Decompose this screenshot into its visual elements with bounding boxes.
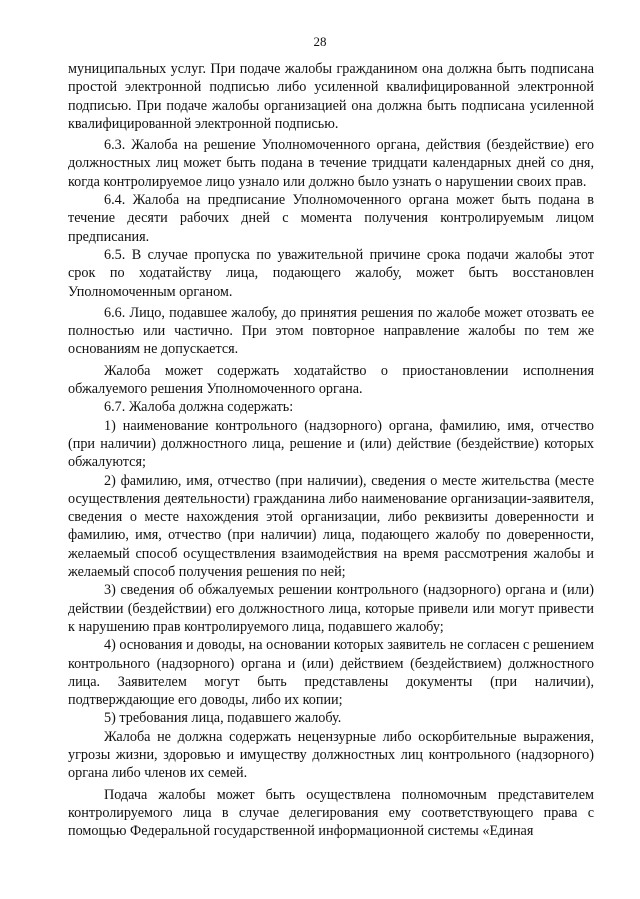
paragraph-6-5: 6.5. В случае пропуска по уважительной причине срока подачи жалобы этот срок по ходатайству лица, подающего жалобу, может быть восстановлен Уполномоченным органом. (68, 246, 594, 300)
list-item-5: 5) требования лица, подавшего жалобу. (104, 710, 342, 727)
paragraph-6-3: 6.3. Жалоба на решение Уполномоченного органа, действия (бездействие) его должностных лиц может быть подана в течение тридцати календарных дней со дня, когда контролируемое лицо узнало или должно было узнать о нарушении своих прав. (68, 137, 594, 190)
page-number: 28 (313, 34, 327, 49)
paragraph-continuation: муниципальных услуг. При подаче жалобы гражданином она должна быть подписана простой электронной подписью либо усиленной квалифицированной электронной подписью. При подаче жалобы организацией она должна быть подписана усиленной квалифицированной электронной подписью. (68, 61, 594, 132)
paragraph-suspension-request: Жалоба может содержать ходатайство о приостановлении исполнения обжалуемого решения Уполномоченного органа. (68, 362, 594, 398)
paragraph-6-6: 6.6. Лицо, подавшее жалобу, до принятия решения по жалобе может отозвать ее полностью или частично. При этом повторное направление жалобы по тем же основаниям не допускается. (68, 304, 594, 358)
list-item-3: 3) сведения об обжалуемых решении контрольного (надзорного) органа и (или) действии (бездействии) его должностного лица, которые привели или могут привести к нарушению прав контролируемого лица, подавшего жалобу; (68, 582, 594, 635)
list-item-1: 1) наименование контрольного (надзорного) органа, фамилию, имя, отчество (при наличии) должностного лица, решение и (или) действие (бездействие) которых обжалуются; (68, 417, 594, 471)
paragraph-6-4: 6.4. Жалоба на предписание Уполномоченного органа может быть подана в течение десяти рабочих дней с момента получения контролируемым лицом предписания. (68, 192, 594, 245)
paragraph-6-7: 6.7. Жалоба должна содержать: (104, 399, 294, 416)
paragraph-representative: Подача жалобы может быть осуществлена полномочным представителем контролируемого лица в случае делегирования ему соответствующего права с помощью Федеральной государственной информационной системы «Единая (68, 786, 594, 840)
list-item-2: 2) фамилию, имя, отчество (при наличии), сведения о месте жительства (месте осуществления деятельности) гражданина либо наименование организации-заявителя, сведения о месте нахождения этой организации, либо реквизиты доверенности и фамилию, имя, отчество (при наличии) лица, подающего жалобу по доверенности, желаемый способ осуществления взаимодействия на время рассмотрения жалобы и желаемый способ получения решения по ней; (68, 472, 594, 581)
list-item-4: 4) основания и доводы, на основании которых заявитель не согласен с решением контрольного (надзорного) органа и (или) действием (бездействием) должностного лица. Заявителем могут быть представлены документы (при наличии), подтверждающие его доводы, либо их копии; (68, 637, 594, 709)
paragraph-prohibited-content: Жалоба не должна содержать нецензурные либо оскорбительные выражения, угрозы жизни, здоровью и имуществу должностных лиц контрольного (надзорного) органа либо членов их семей. (68, 728, 594, 782)
document-body (68, 60, 594, 840)
